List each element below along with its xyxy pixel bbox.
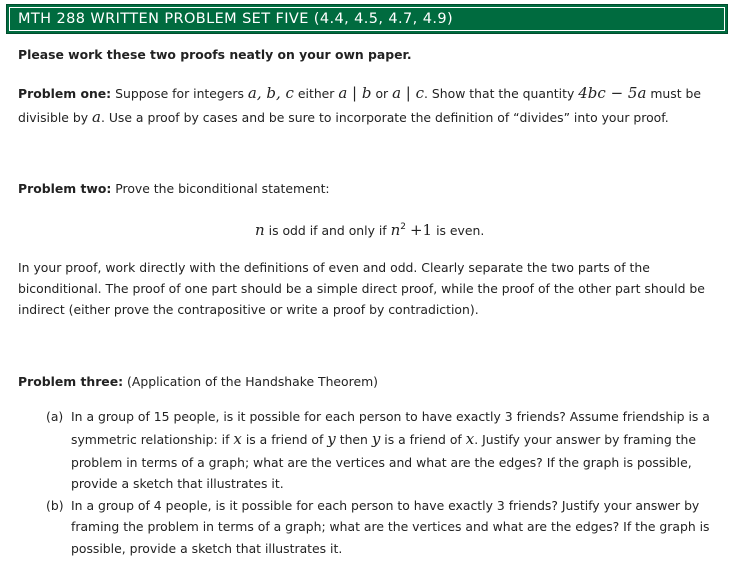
math-y: y [327, 430, 336, 448]
math-x: x [233, 430, 242, 448]
math-a: a [92, 108, 101, 126]
math-x: x [465, 430, 475, 448]
part-a-line4: provide a sketch that illustrates it. [71, 476, 284, 491]
intro-text: Please work these two proofs neatly on your own paper. [18, 47, 412, 62]
problem-two-para-1: In your proof, work directly with the definitions of even and odd. Clearly separate the two parts of the [18, 260, 650, 275]
text: or [375, 86, 389, 101]
problem-three-line1 [18, 372, 378, 392]
math-n: n [390, 221, 401, 239]
part-a-line3: problem in terms of a graph; what are the vertices and what are the edges? If the graph is possible, [71, 455, 692, 470]
math-exponent: 2 [400, 222, 407, 232]
text: divisible by [18, 110, 89, 125]
page-title: MTH 288 WRITTEN PROBLEM SET FIVE (4.4, 4.5, 4.7, 4.9) [9, 7, 725, 31]
text: then [339, 432, 368, 447]
math-expression: 4bc − 5a [578, 84, 647, 102]
part-a-line2 [71, 428, 696, 451]
math-divides-2: a | c [392, 84, 425, 102]
text: is a friend of [245, 432, 324, 447]
math-divides-1: a | b [338, 84, 372, 102]
text: . Justify your answer by framing the [474, 432, 696, 447]
math-plus-one: +1 [409, 221, 433, 239]
text: symmetric relationship: if [71, 432, 230, 447]
part-b-line2: framing the problem in terms of a graph; what are the vertices and what are the edges? If the graph is [71, 519, 710, 534]
problem-two-para-3: indirect (either prove the contrapositive or write a proof by contradiction). [18, 302, 479, 317]
problem-two-statement [255, 220, 484, 243]
header-bar [6, 4, 728, 34]
problem-two-para-2: biconditional. The proof of one part should be a simple direct proof, while the proof of the other part should be [18, 281, 705, 296]
part-a-label: (a) [46, 409, 64, 424]
part-b-label: (b) [46, 498, 64, 513]
text: . Use a proof by cases and be sure to incorporate the definition of “divides” into your proof. [100, 110, 669, 125]
part-b-line3: possible, provide a sketch that illustrates it. [71, 541, 343, 556]
text: . Show that the quantity [424, 86, 575, 101]
problem-two-label: Problem two: [18, 181, 112, 196]
text: is odd if and only if [268, 223, 387, 238]
problem-one-line1 [18, 83, 701, 104]
problem-three-label: Problem three: [18, 374, 124, 389]
math-n: n [255, 221, 265, 239]
problem-two-line1 [18, 179, 330, 199]
math-y: y [371, 430, 381, 448]
text: either [297, 86, 335, 101]
math-vars: a, b, c [247, 84, 294, 102]
text: Suppose for integers [115, 86, 244, 101]
text: must be [650, 86, 702, 101]
text: Prove the biconditional statement: [115, 181, 330, 196]
problem-one-line2 [18, 107, 669, 128]
text: is even. [436, 223, 485, 238]
problem-one-label: Problem one: [18, 86, 112, 101]
text: (Application of the Handshake Theorem) [127, 374, 378, 389]
part-b-line1: In a group of 4 people, is it possible for each person to have exactly 3 friends? Justify your answer by [71, 498, 700, 513]
text: is a friend of [384, 432, 462, 447]
part-a-line1: In a group of 15 people, is it possible for each person to have exactly 3 friends? Assume friendship is a [71, 409, 710, 424]
